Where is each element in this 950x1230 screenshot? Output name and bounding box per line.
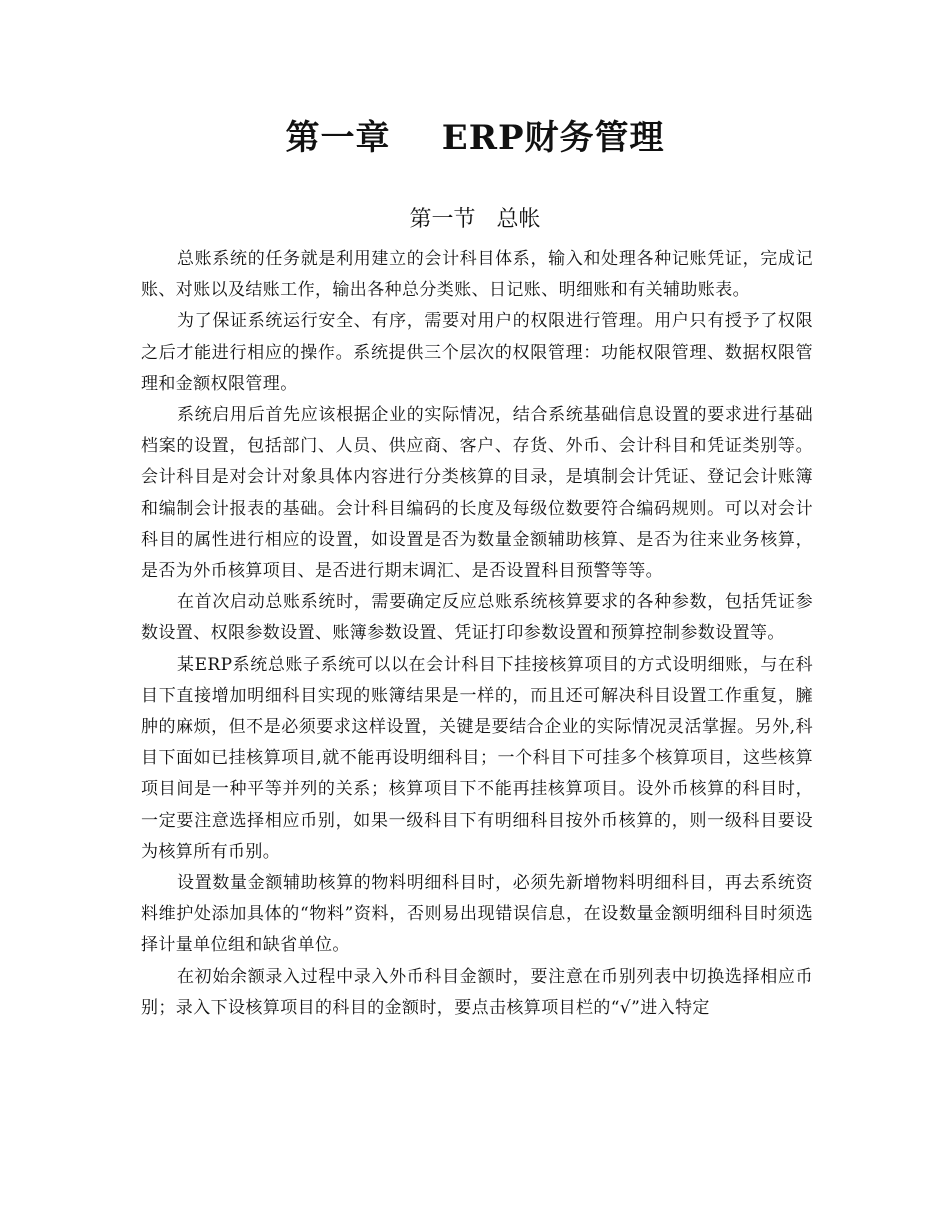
paragraph: 总账系统的任务就是利用建立的会计科目体系，输入和处理各种记账凭证，完成记账、对账以及结账工作，输出各种总分类账、日记账、明细账和有关辅助账表。 [141, 249, 813, 301]
chapter-title: 第一章 ERP财务管理 [285, 118, 665, 158]
section-title: 第一节 总帐 [409, 207, 541, 232]
paragraph: 某ERP系统总账子系统可以以在会计科目下挂接核算项目的方式设明细账，与在科目下直接增加明细科目实现的账簿结果是一样的，而且还可解决科目设置工作重复，臃肿的麻烦，但不是必须要求这样设置，关键是要结合企业的实际情况灵活掌握。另外,科目下面如已挂核算项目,就不能再设明细科目；一个科目下可挂多个核算项目，这些核算项目间是一种平等并列的关系；核算项目下不能再挂核算项目。设外币核算的科目时，一定要注意选择相应币别，如果一级科目下有明细科目按外币核算的，则一级科目要设为核算所有币别。 [141, 654, 813, 862]
paragraph: 为了保证系统运行安全、有序，需要对用户的权限进行管理。用户只有授予了权限之后才能进行相应的操作。系统提供三个层次的权限管理：功能权限管理、数据权限管理和金额权限管理。 [141, 311, 813, 394]
paragraph: 在首次启动总账系统时，需要确定反应总账系统核算要求的各种参数，包括凭证参数设置、权限参数设置、账簿参数设置、凭证打印参数设置和预算控制参数设置等。 [141, 592, 813, 644]
paragraph: 系统启用后首先应该根据企业的实际情况，结合系统基础信息设置的要求进行基础档案的设置，包括部门、人员、供应商、客户、存货、外币、会计科目和凭证类别等。会计科目是对会计对象具体内容进行分类核算的目录，是填制会计凭证、登记会计账簿和编制会计报表的基础。会计科目编码的长度及每级位数要符合编码规则。可以对会计科目的属性进行相应的设置，如设置是否为数量金额辅助核算、是否为往来业务核算，是否为外币核算项目、是否进行期末调汇、是否设置科目预警等等。 [141, 405, 813, 582]
paragraph: 在初始余额录入过程中录入外币科目金额时，要注意在币别列表中切换选择相应币别；录入下设核算项目的科目的金额时，要点击核算项目栏的“√”进入特定 [141, 966, 813, 1018]
body-text [141, 244, 813, 1024]
paragraph: 设置数量金额辅助核算的物料明细科目时，必须先新增物料明细科目，再去系统资料维护处添加具体的“物料”资料，否则易出现错误信息，在设数量金额明细科目时须选择计量单位组和缺省单位。 [141, 873, 813, 956]
